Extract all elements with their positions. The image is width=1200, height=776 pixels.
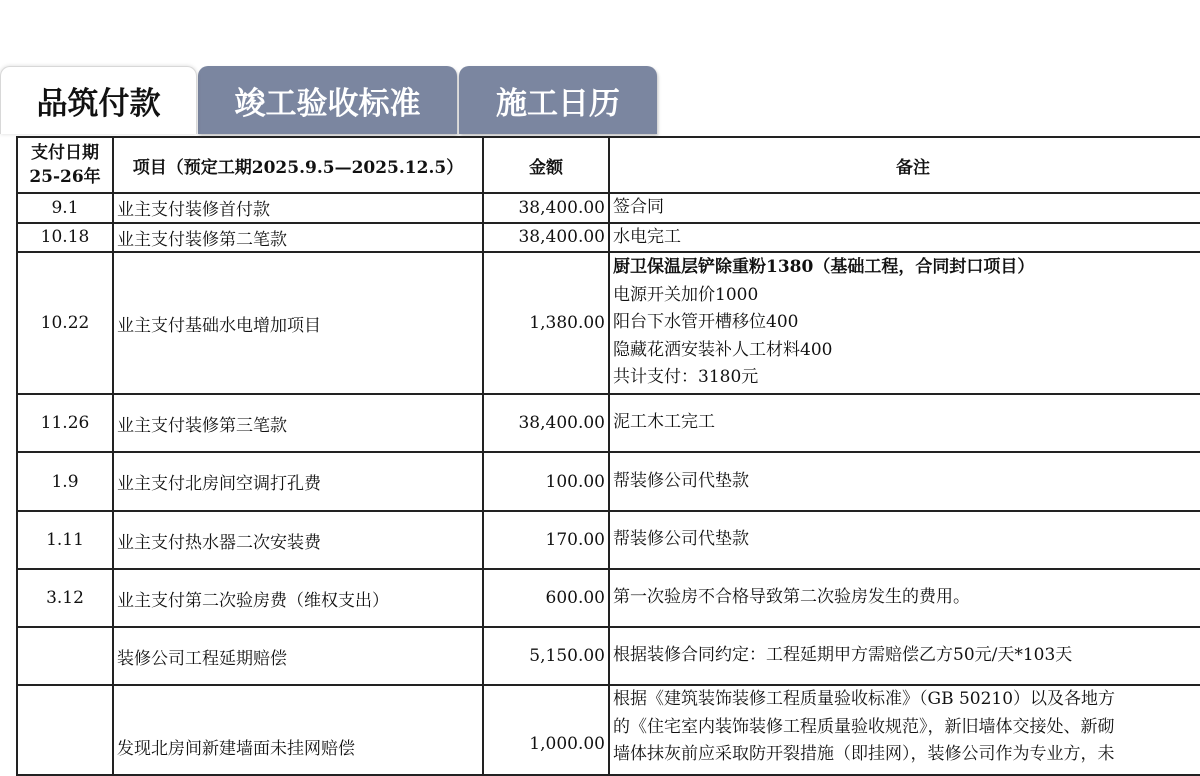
row-amount: 600.00 — [483, 569, 609, 627]
row-date: 1.9 — [17, 452, 113, 511]
note-line: 厨卫保温层铲除重粉1380（基础工程，合同封口项目） — [613, 257, 1035, 278]
table-row — [17, 394, 1200, 452]
note-line: 阳台下水管开槽移位400 — [613, 312, 799, 333]
row-note: 根据装修合同约定：工程延期甲方需赔偿乙方50元/天*103天 — [609, 627, 1200, 685]
table-row — [17, 193, 1200, 223]
row-date — [17, 627, 113, 685]
row-note: 签合同 — [609, 193, 1200, 223]
header-amount: 金额 — [483, 137, 609, 193]
header-date-line1: 支付日期 — [31, 143, 99, 163]
tab-pinzhu-payment[interactable]: 品筑付款 — [0, 66, 197, 134]
table-row — [17, 252, 1200, 394]
row-note: 水电完工 — [609, 223, 1200, 253]
row-item: 装修公司工程延期赔偿 — [113, 627, 483, 685]
note-line: 隐藏花洒安装补人工材料400 — [613, 339, 833, 360]
row-date: 1.11 — [17, 511, 113, 569]
tab-completion-standard[interactable]: 竣工验收标准 — [198, 66, 457, 134]
row-date: 3.12 — [17, 569, 113, 627]
header-date — [17, 137, 113, 193]
row-date: 10.22 — [17, 252, 113, 394]
row-item: 业主支付热水器二次安装费 — [113, 511, 483, 569]
row-amount: 38,400.00 — [483, 394, 609, 452]
row-note: 帮装修公司代垫款 — [609, 452, 1200, 511]
tab-construction-calendar[interactable]: 施工日历 — [459, 66, 657, 134]
row-note: 泥工木工完工 — [609, 394, 1200, 452]
row-item: 业主支付装修第三笔款 — [113, 394, 483, 452]
table-row — [17, 627, 1200, 685]
row-item: 业主支付装修第二笔款 — [113, 223, 483, 253]
note-line: 根据《建筑装饰装修工程质量验收标准》（GB 50210）以及各地方 — [613, 689, 1116, 709]
row-amount: 1,000.00 — [483, 685, 609, 775]
row-note — [609, 685, 1200, 775]
row-amount: 100.00 — [483, 452, 609, 511]
table-row — [17, 569, 1200, 627]
table-row — [17, 685, 1200, 775]
header-date-line2: 25-26年 — [29, 167, 101, 187]
row-date: 9.1 — [17, 193, 113, 223]
row-note: 第一次验房不合格导致第二次验房发生的费用。 — [609, 569, 1200, 627]
row-note: 帮装修公司代垫款 — [609, 511, 1200, 569]
row-item: 业主支付北房间空调打孔费 — [113, 452, 483, 511]
row-amount: 38,400.00 — [483, 223, 609, 253]
table-row — [17, 452, 1200, 511]
note-line: 共计支付：3180元 — [613, 367, 759, 388]
row-item: 业主支付装修首付款 — [113, 193, 483, 223]
row-item: 业主支付第二次验房费（维权支出） — [113, 569, 483, 627]
tab-bar — [0, 66, 1200, 136]
table-header-row — [17, 137, 1200, 193]
row-amount: 170.00 — [483, 511, 609, 569]
payment-table — [16, 136, 1200, 776]
note-line: 的《住宅室内装饰装修工程质量验收规范》，新旧墙体交接处、新砌 — [613, 716, 1115, 737]
row-date: 11.26 — [17, 394, 113, 452]
row-amount: 1,380.00 — [483, 252, 609, 394]
row-item: 发现北房间新建墙面未挂网赔偿 — [113, 685, 483, 775]
header-note: 备注 — [609, 137, 1200, 193]
row-item: 业主支付基础水电增加项目 — [113, 252, 483, 394]
table-row — [17, 223, 1200, 253]
row-date — [17, 685, 113, 775]
row-date: 10.18 — [17, 223, 113, 253]
note-line: 墙体抹灰前应采取防开裂措施（即挂网），装修公司作为专业方，未 — [613, 744, 1115, 764]
row-note — [609, 252, 1200, 394]
note-line: 电源开关加价1000 — [613, 284, 759, 305]
row-amount: 38,400.00 — [483, 193, 609, 223]
row-amount: 5,150.00 — [483, 627, 609, 685]
header-item: 项目（预定工期2025.9.5—2025.12.5） — [113, 137, 483, 193]
table-row — [17, 511, 1200, 569]
